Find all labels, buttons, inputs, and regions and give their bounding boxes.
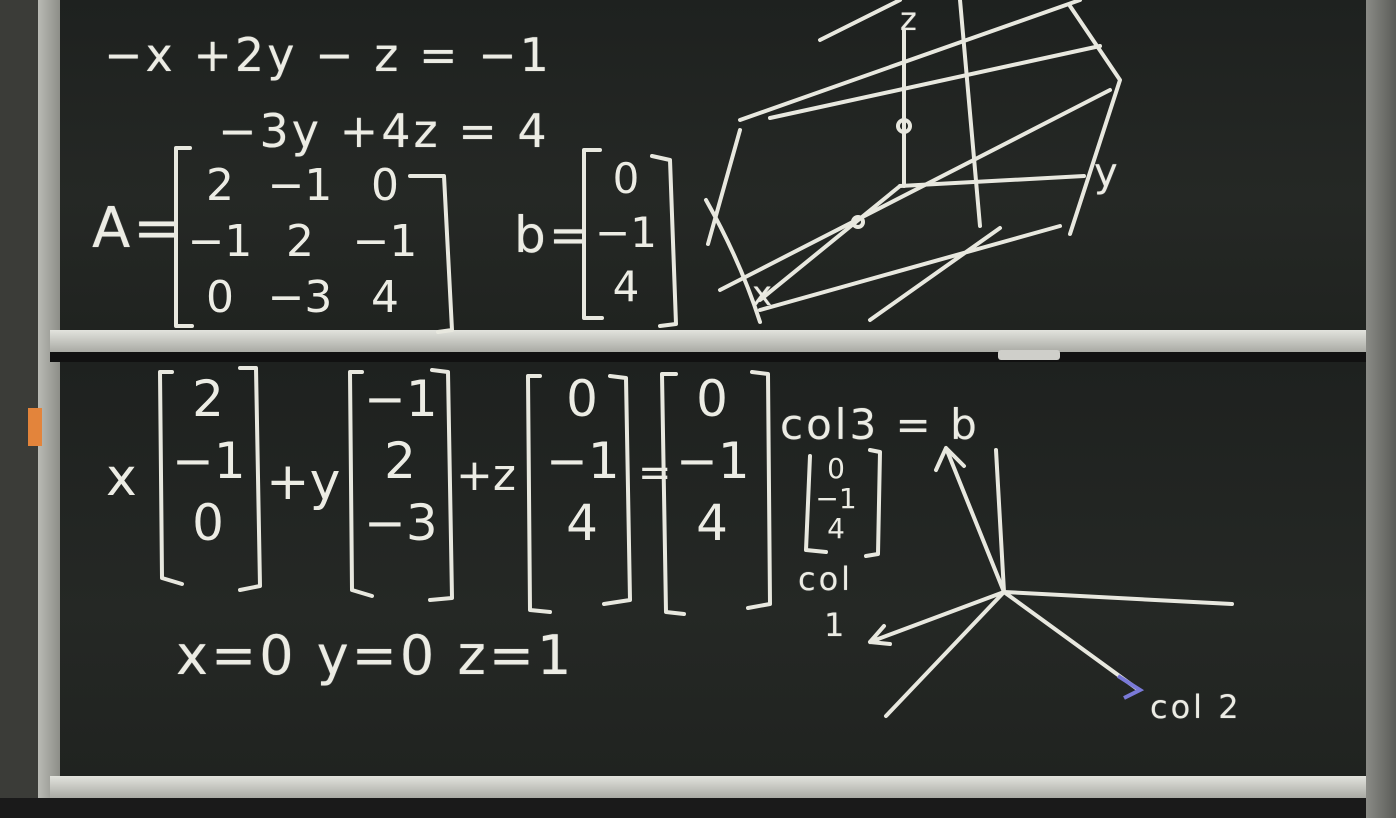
column-entry: 0 xyxy=(192,494,224,552)
plus-y: +y xyxy=(266,452,341,512)
column-1-left-bracket xyxy=(160,372,182,584)
column-1-right-bracket xyxy=(240,368,260,590)
small-vector-bracket xyxy=(806,450,880,556)
column-3-right-bracket xyxy=(604,376,630,604)
col3-equals-b-note: col3 = b xyxy=(780,400,980,449)
col2-arrowhead xyxy=(1118,676,1140,698)
y-axis-line xyxy=(900,176,1084,186)
column-entry: 2 xyxy=(384,432,416,490)
axis-label-y: y xyxy=(1094,150,1121,196)
axis-line xyxy=(1004,592,1232,604)
col1-arrow xyxy=(870,592,1004,644)
matrix-a-cell: −1 xyxy=(187,216,253,267)
column-entry: 2 xyxy=(192,370,224,428)
plane-sketch xyxy=(720,0,1110,320)
matrix-a-cell: −1 xyxy=(267,160,333,211)
equals-sign: = xyxy=(638,450,672,496)
column-entry: −1 xyxy=(815,482,857,515)
matrix-a-label: A= xyxy=(92,196,184,261)
x-axis-line xyxy=(760,186,900,300)
matrix-a-cell: 4 xyxy=(371,272,399,323)
plus-z: +z xyxy=(456,450,516,501)
column-entry: −1 xyxy=(172,432,246,490)
x-coefficient: x xyxy=(106,448,137,508)
col1-number: 1 xyxy=(824,606,848,644)
equation-line-1: −x +2y − z = −1 xyxy=(104,28,552,82)
col2-arrow xyxy=(1004,592,1136,688)
matrix-a-right-bracket xyxy=(410,176,452,332)
rhs-right-bracket xyxy=(748,372,770,608)
vector-b-entry: −1 xyxy=(595,208,657,257)
column-3-left-bracket xyxy=(528,376,550,612)
column-entry: 4 xyxy=(827,512,845,545)
column-entry: 4 xyxy=(566,494,598,552)
vector-b-label: b= xyxy=(514,206,594,264)
rhs-left-bracket xyxy=(662,374,684,614)
column-entry: 0 xyxy=(696,370,728,428)
column-entry: −1 xyxy=(676,432,750,490)
column-entry: −1 xyxy=(546,432,620,490)
column-entry: 0 xyxy=(566,370,598,428)
matrix-a-left-bracket xyxy=(176,148,192,326)
matrix-a-cell: −1 xyxy=(352,216,418,267)
column-entry: −3 xyxy=(364,494,438,552)
plane-sketch xyxy=(706,0,1120,322)
col2-label: col 2 xyxy=(1150,688,1242,726)
column-entry: 4 xyxy=(696,494,728,552)
matrix-a-cell: 2 xyxy=(206,160,234,211)
column-entry: −1 xyxy=(364,370,438,428)
vector-b-entry: 0 xyxy=(612,154,640,203)
column-2-right-bracket xyxy=(430,370,452,600)
axis-line xyxy=(886,592,1004,716)
axis-label-z: z xyxy=(900,0,920,38)
column-entry: 0 xyxy=(827,452,845,485)
vector-b-left-bracket xyxy=(584,150,602,318)
vector-b-right-bracket xyxy=(652,156,676,326)
matrix-a-cell: 0 xyxy=(371,160,399,211)
matrix-a-cell: 2 xyxy=(286,216,314,267)
equation-line-2: −3y +4z = 4 xyxy=(218,104,550,158)
vector-b-entry: 4 xyxy=(612,262,640,311)
column-2-left-bracket xyxy=(350,372,372,596)
col1-label: col xyxy=(798,560,854,598)
matrix-a-cell: 0 xyxy=(206,272,234,323)
axis-label-x: x xyxy=(752,274,776,314)
col3-arrow xyxy=(936,448,1004,592)
matrix-a-cell: −3 xyxy=(267,272,333,323)
solution-line: x=0 y=0 z=1 xyxy=(176,624,575,687)
